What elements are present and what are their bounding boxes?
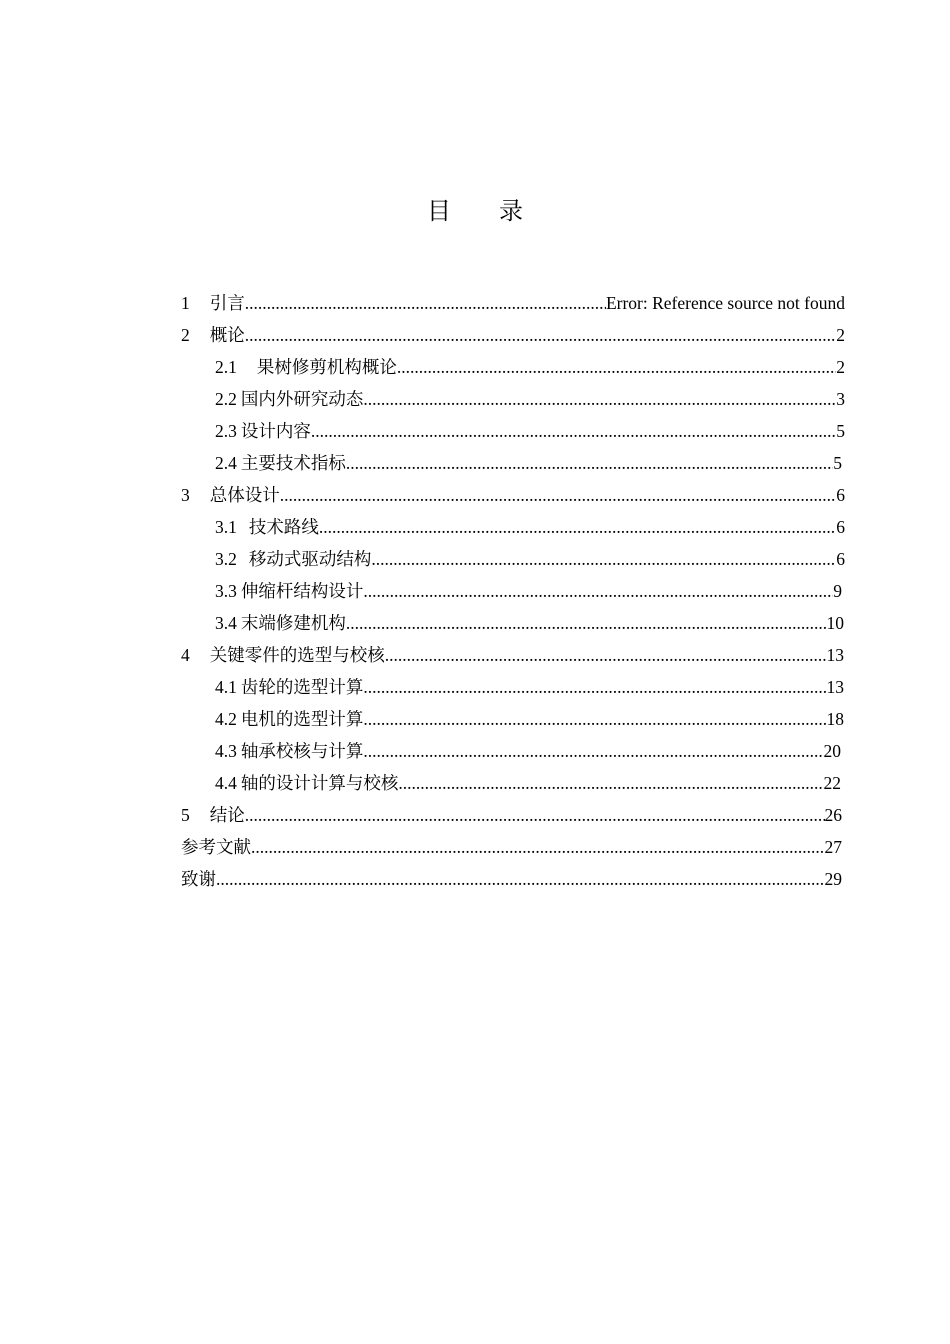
toc-leader-dots <box>346 447 833 479</box>
toc-entry-label: 设计内容 <box>240 421 311 441</box>
toc-entry-page: 27 <box>824 837 842 857</box>
toc-leader-dots <box>363 575 833 607</box>
toc-entry[interactable] <box>181 511 845 543</box>
toc-entry-number: 2.2 <box>215 389 237 409</box>
toc-entry-label: 概论 <box>209 325 245 345</box>
toc-leader-dots <box>363 671 826 703</box>
toc-entry-page: 5 <box>833 453 842 473</box>
toc-entry[interactable] <box>181 543 845 575</box>
toc-entry-label: 末端修建机构 <box>240 613 346 633</box>
toc-entry-page: 2 <box>836 325 845 345</box>
toc-entry-label: 国内外研究动态 <box>240 389 364 409</box>
toc-leader-dots <box>245 799 825 831</box>
toc-entry[interactable] <box>181 287 845 319</box>
toc-entry-number: 4.4 <box>215 773 237 793</box>
toc-entry[interactable] <box>181 735 845 767</box>
toc-entry-page: Error: Reference source not found <box>605 293 845 313</box>
toc-leader-dots <box>319 511 836 543</box>
toc-leader-dots <box>363 735 823 767</box>
toc-entry[interactable] <box>181 383 845 415</box>
toc-entry-page: 2 <box>836 357 845 377</box>
toc-title-char-1: 目 <box>427 199 451 225</box>
toc-entry[interactable] <box>181 703 845 735</box>
toc-entry-page: 6 <box>836 549 845 569</box>
toc-entry-number: 4.1 <box>215 677 237 697</box>
toc-entry-page: 20 <box>823 741 841 761</box>
toc-entry[interactable] <box>181 415 845 447</box>
toc-leader-dots <box>398 767 823 799</box>
toc-entry-label: 总体设计 <box>209 485 280 505</box>
toc-entry-page: 10 <box>826 613 844 633</box>
toc-leader-dots <box>363 703 826 735</box>
toc-entry-number: 2 <box>181 325 190 345</box>
toc-entry-label: 果树修剪机构概论 <box>256 357 397 377</box>
toc-entry[interactable] <box>181 671 845 703</box>
toc-entry-number: 5 <box>181 805 190 825</box>
toc-leader-dots <box>245 319 837 351</box>
toc-entry[interactable] <box>181 863 845 895</box>
toc-entry-label: 关键零件的选型与校核 <box>209 645 385 665</box>
toc-entry-number: 3.3 <box>215 581 237 601</box>
toc-entry[interactable] <box>181 639 845 671</box>
toc-title-char-2: 录 <box>499 199 523 225</box>
toc-entry[interactable] <box>181 479 845 511</box>
toc-entry-label: 齿轮的选型计算 <box>240 677 364 697</box>
toc-entry-number: 3.2 <box>215 549 237 569</box>
toc-entry-label: 轴承校核与计算 <box>240 741 364 761</box>
toc-leader-dots <box>346 607 827 639</box>
toc-leader-dots <box>371 543 836 575</box>
toc-entry-page: 3 <box>836 389 845 409</box>
toc-entry-page: 13 <box>826 645 844 665</box>
toc-leader-dots <box>245 287 606 319</box>
toc-entry-page: 6 <box>836 485 845 505</box>
toc-leader-dots <box>363 383 836 415</box>
toc-entry-page: 22 <box>823 773 841 793</box>
toc-leader-dots <box>216 863 825 895</box>
toc-entry-label: 参考文献 <box>181 837 251 857</box>
toc-leader-dots <box>311 415 836 447</box>
toc-entry-page: 9 <box>833 581 842 601</box>
toc-entry-number: 1 <box>181 293 190 313</box>
toc-entry[interactable] <box>181 799 845 831</box>
toc-entry[interactable] <box>181 607 845 639</box>
toc-entry-label: 技术路线 <box>248 517 319 537</box>
toc-entry-label: 结论 <box>209 805 245 825</box>
toc-entry[interactable] <box>181 767 845 799</box>
toc-entry-page: 26 <box>824 805 842 825</box>
toc-list <box>181 287 845 895</box>
toc-entry-number: 2.3 <box>215 421 237 441</box>
toc-entry-page: 13 <box>826 677 844 697</box>
toc-entry[interactable] <box>181 447 845 479</box>
toc-entry-label: 电机的选型计算 <box>240 709 364 729</box>
toc-leader-dots <box>397 351 836 383</box>
toc-entry-page: 29 <box>824 869 842 889</box>
toc-entry-number: 2.4 <box>215 453 237 473</box>
toc-leader-dots <box>280 479 837 511</box>
toc-entry-label: 致谢 <box>181 869 216 889</box>
toc-entry-label: 伸缩杆结构设计 <box>240 581 364 601</box>
toc-entry[interactable] <box>181 319 845 351</box>
toc-entry-page: 5 <box>836 421 845 441</box>
toc-entry-number: 3 <box>181 485 190 505</box>
toc-entry-label: 主要技术指标 <box>240 453 346 473</box>
toc-entry-label: 移动式驱动结构 <box>248 549 372 569</box>
toc-entry-number: 2.1 <box>215 357 237 377</box>
toc-leader-dots <box>385 639 827 671</box>
toc-title <box>0 196 950 228</box>
toc-entry-label: 引言 <box>209 293 245 313</box>
toc-entry-page: 6 <box>836 517 845 537</box>
toc-entry-number: 3.1 <box>215 517 237 537</box>
toc-entry-number: 4 <box>181 645 190 665</box>
toc-leader-dots <box>251 831 825 863</box>
toc-entry[interactable] <box>181 575 845 607</box>
toc-entry-label: 轴的设计计算与校核 <box>240 773 399 793</box>
toc-entry-number: 4.3 <box>215 741 237 761</box>
toc-entry-number: 4.2 <box>215 709 237 729</box>
toc-entry[interactable] <box>181 831 845 863</box>
toc-entry[interactable] <box>181 351 845 383</box>
toc-entry-page: 18 <box>826 709 844 729</box>
toc-entry-number: 3.4 <box>215 613 237 633</box>
